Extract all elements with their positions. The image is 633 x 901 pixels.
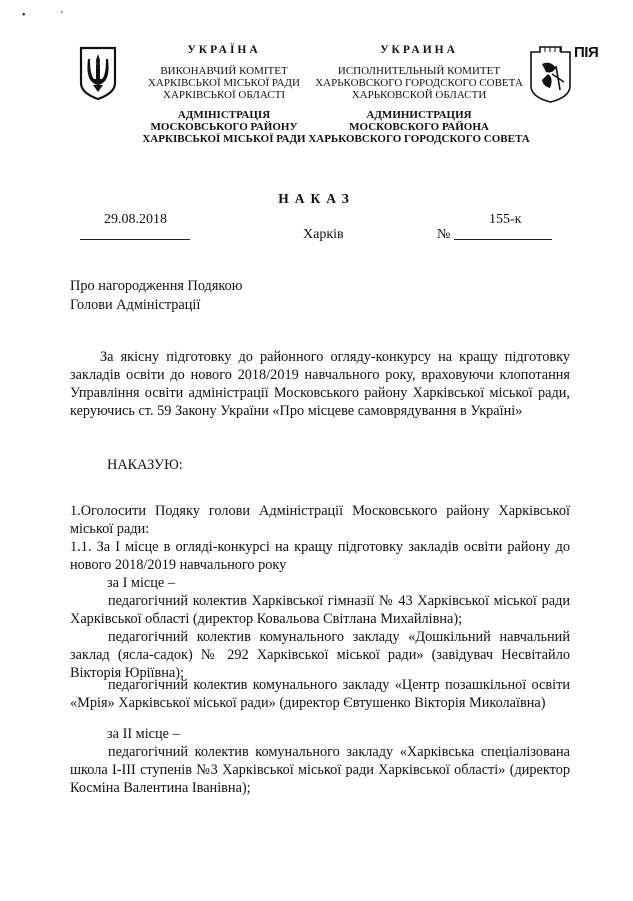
subject-line: Голови Адміністрації	[70, 297, 201, 313]
admin-block	[138, 109, 310, 145]
admin-line: АДМИНИСТРАЦИЯ	[366, 109, 472, 121]
admin-line: МОСКОВСЬКОГО РАЙОНУ	[150, 121, 298, 133]
document-title: НАКАЗ	[278, 191, 355, 206]
admin-line: МОСКОВСКОГО РАЙОНА	[349, 121, 489, 133]
order-heading: НАКАЗУЮ:	[107, 457, 183, 473]
header-line: ИСПОЛНИТЕЛЬНЫЙ КОМИТЕТ	[337, 65, 501, 77]
awardee-paragraph: педагогічний колектив Харківської гімназії № 43 Харківської міської ради Харківської області (директор Ковальова Світлана Михайлівна);	[70, 593, 570, 627]
date-underline	[80, 239, 190, 240]
country-name: УКРАЇНА	[187, 44, 261, 56]
document-city: Харків	[303, 227, 344, 242]
document-date: 29.08.2018	[104, 212, 167, 227]
awardee-paragraph: педагогічний колектив комунального закладу «Дошкільний навчальний заклад (ясла-садок) № 292 Харківської міської ради» (завідувач Несвітайло Вікторія Юріївна);	[70, 629, 570, 681]
scan-mark: '	[61, 10, 63, 21]
number-underline	[454, 239, 552, 240]
admin-line: ХАРКІВСЬКОЇ МІСЬКОЇ РАДИ	[142, 133, 306, 145]
admin-block	[308, 109, 530, 145]
awardee-paragraph: педагогічний колектив комунального закладу «Центр позашкільної освіти «Мрія» Харківської міської ради» (директор Євтушенко Вікторія Миколаївна)	[70, 677, 570, 711]
subject-line: Про нагородження Подякою	[70, 278, 243, 294]
city-emblem-icon	[528, 44, 573, 104]
document-number: 155-к	[489, 212, 522, 227]
order-subitem: 1.1. За І місце в огляді-конкурсі на кращу підготовку закладів освіти району до нового 2018/2019 навчального року	[70, 539, 570, 573]
admin-line: ХАРЬКОВСКОГО ГОРОДСКОГО СОВЕТА	[308, 133, 530, 145]
awardee-paragraph: педагогічний колектив комунального закладу «Харківська спеціалізована школа І-ІІІ ступенів №3 Харківської міської ради Харківської області» (директор Косміна Валентина Іванівна);	[70, 744, 570, 796]
header-line: ХАРЬКОВСКОГО ГОРОДСКОГО СОВЕТА	[315, 77, 523, 89]
number-sign: №	[437, 227, 451, 242]
document-subject	[70, 277, 242, 315]
header-line: ХАРЬКОВСКОЙ ОБЛАСТИ	[351, 89, 487, 101]
country-name: УКРАИНА	[380, 44, 458, 56]
header-ukrainian	[138, 44, 310, 145]
header-line: ХАРКІВСЬКОЇ МІСЬКОЇ РАДИ	[147, 77, 301, 89]
order-item: 1.Оголосити Подяку голови Адміністрації Московського району Харківської міської ради:	[70, 503, 570, 537]
header-russian	[308, 44, 530, 145]
header-line: ВИКОНАВЧИЙ КОМІТЕТ	[160, 65, 288, 77]
header-line: ХАРКІВСЬКОЇ ОБЛАСТІ	[163, 89, 285, 101]
coat-of-arms-icon	[78, 45, 118, 101]
stamp-mark: ПІЯ	[574, 44, 599, 61]
place-label: за ІІ місце –	[107, 726, 180, 742]
admin-line: АДМІНІСТРАЦІЯ	[177, 109, 271, 121]
scan-mark: •	[22, 10, 26, 21]
preamble-paragraph: За якісну підготовку до районного огляду-конкурсу на кращу підготовку закладів освіти до нового 2018/2019 навчального року, враховуючи клопотання Управління освіти адміністрації Московського району Харківської міської ради, керуючись ст. 59 Закону України «Про місцеве самоврядування в Україні»	[70, 349, 570, 419]
place-label: за І місце –	[107, 575, 175, 591]
